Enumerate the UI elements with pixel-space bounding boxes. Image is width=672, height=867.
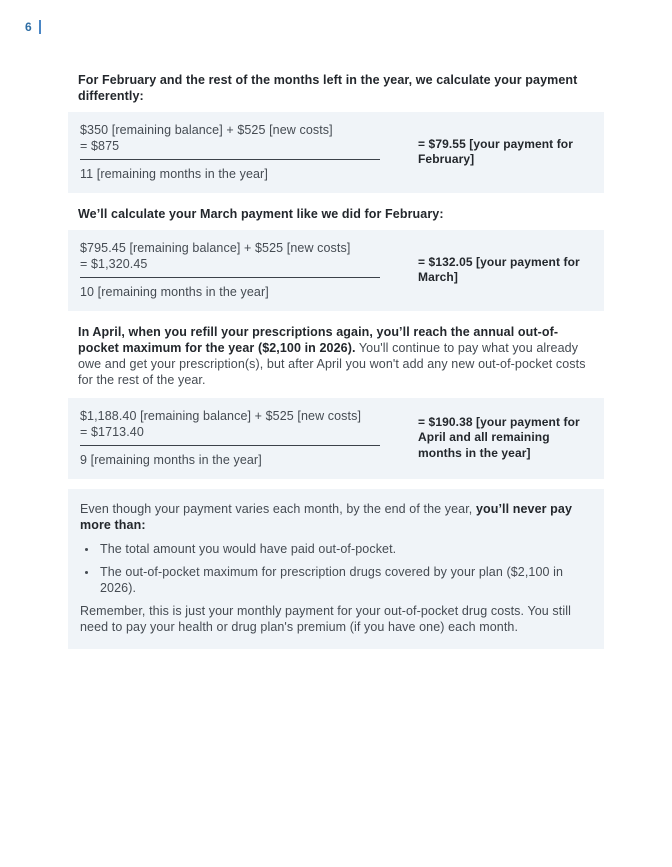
february-calc-box xyxy=(68,112,604,193)
march-heading: We’ll calculate your March payment like we did for February: xyxy=(78,207,444,221)
march-payment-result: = $132.05 [your payment for March] xyxy=(418,254,580,284)
april-fraction xyxy=(80,408,392,468)
summary-intro-regular: Even though your payment varies each month, by the end of the year, xyxy=(80,502,476,516)
march-fraction-bar xyxy=(80,277,380,278)
april-fraction-bar xyxy=(80,445,380,446)
summary-closing: Remember, this is just your monthly payment for your out-of-pocket drug costs. You still need to pay your health or drug plan's premium (if you have one) each month. xyxy=(80,604,571,634)
march-calc-box xyxy=(68,230,604,311)
summary-intro xyxy=(80,501,592,533)
march-numerator-line1: $795.45 [remaining balance] + $525 [new costs] xyxy=(80,241,351,255)
february-numerator-line1: $350 [remaining balance] + $525 [new costs] xyxy=(80,123,333,137)
summary-bullet-item: • The out-of-pocket maximum for prescription drugs covered by your plan ($2,100 in 2026). xyxy=(98,564,592,596)
april-paragraph-regular: You'll continue to pay what you already owe and get your prescription(s), but after April you won't add any new out-of-pocket costs for the rest of the year. xyxy=(78,341,586,387)
february-fraction xyxy=(80,122,392,182)
page-number: 6 xyxy=(25,20,32,34)
april-calc-box xyxy=(68,398,604,479)
april-denominator: 9 [remaining months in the year] xyxy=(80,453,262,467)
april-numerator-line2: = $1713.40 xyxy=(80,425,144,439)
page-number-divider xyxy=(39,20,41,34)
march-numerator-line2: = $1,320.45 xyxy=(80,257,148,271)
april-paragraph-bold: In April, when you refill your prescriptions again, you’ll reach the annual out-of-pocket maximum for the year ($2,100 in 2026). xyxy=(78,325,559,355)
summary-intro-bold: you’ll never pay more than: xyxy=(80,502,573,532)
april-paragraph xyxy=(68,324,604,388)
february-denominator: 11 [remaining months in the year] xyxy=(80,167,268,181)
february-fraction-bar xyxy=(80,159,380,160)
page-header xyxy=(25,20,41,34)
february-heading: For February and the rest of the months left in the year, we calculate your payment differently: xyxy=(78,73,578,103)
summary-box xyxy=(68,489,604,649)
april-payment-result: = $190.38 [your payment for April and all remaining months in the year] xyxy=(418,414,580,460)
february-payment-result: = $79.55 [your payment for February] xyxy=(418,136,573,166)
february-numerator-line2: = $875 xyxy=(80,139,120,153)
summary-bullet-item: • The total amount you would have paid out-of-pocket. xyxy=(98,541,592,557)
march-denominator: 10 [remaining months in the year] xyxy=(80,285,269,299)
april-numerator-line1: $1,188.40 [remaining balance] + $525 [new costs] xyxy=(80,409,362,423)
summary-bullet-list xyxy=(98,541,592,596)
march-fraction xyxy=(80,240,392,300)
